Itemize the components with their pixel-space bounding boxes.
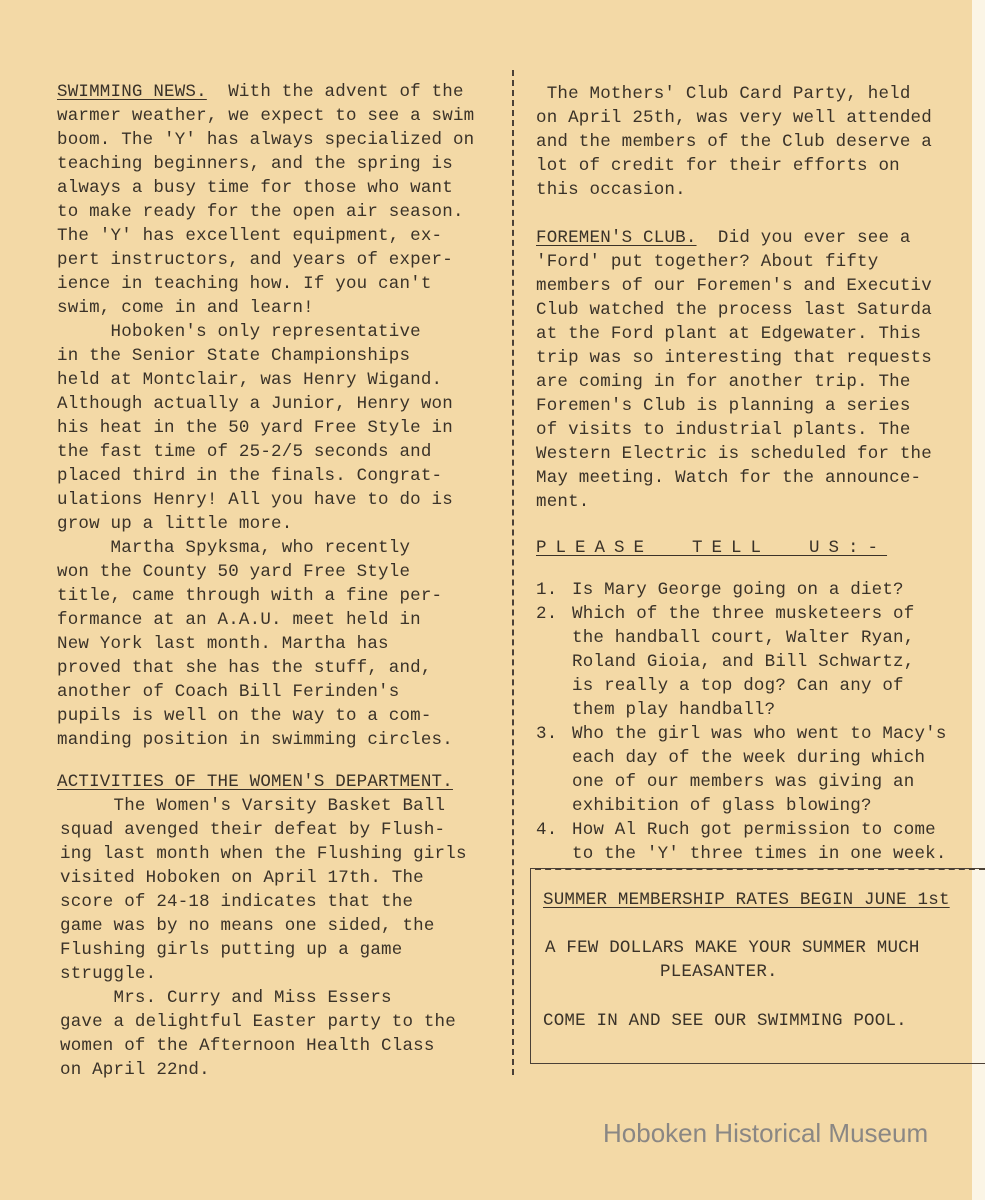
summer-box-line-2: PLEASANTER. xyxy=(660,962,778,982)
foremen-first-line xyxy=(536,226,911,250)
tell-us-item-line: Is Mary George going on a diet? xyxy=(572,580,904,600)
womens-line: women of the Afternoon Health Class xyxy=(60,1036,435,1056)
tell-us-item-line: to the 'Y' three times in one week. xyxy=(572,844,947,864)
tell-us-item-line: Which of the three musketeers of xyxy=(572,604,915,624)
mothers-line: on April 25th, was very well attended xyxy=(536,108,932,128)
swimming-line: ience in teaching how. If you can't xyxy=(57,274,432,294)
tell-us-item-line: them play handball? xyxy=(572,700,776,720)
tell-us-item-number: 4. xyxy=(536,820,558,840)
foremen-line: May meeting. Watch for the announce- xyxy=(536,468,922,488)
foremen-line: are coming in for another trip. The xyxy=(536,372,911,392)
swimming-first-line xyxy=(57,80,464,104)
swimming-line: his heat in the 50 yard Free Style in xyxy=(57,418,453,438)
tell-us-item-line: each day of the week during which xyxy=(572,748,926,768)
swimming-line: boom. The 'Y' has always specialized on xyxy=(57,130,475,150)
summer-box-line-3: COME IN AND SEE OUR SWIMMING POOL. xyxy=(543,1011,907,1031)
swimming-first-line-text: With the advent of the xyxy=(206,82,464,102)
womens-line: struggle. xyxy=(60,964,157,984)
swimming-line: held at Montclair, was Henry Wigand. xyxy=(57,370,443,390)
swimming-line: The 'Y' has excellent equipment, ex- xyxy=(57,226,443,246)
womens-line: The Women's Varsity Basket Ball xyxy=(60,796,446,816)
swimming-line: placed third in the finals. Congrat- xyxy=(57,466,443,486)
please-tell-us-heading: PLEASE TELL US:- xyxy=(536,538,888,558)
tell-us-item-line: one of our members was giving an xyxy=(572,772,915,792)
swimming-line: New York last month. Martha has xyxy=(57,634,389,654)
mothers-line: lot of credit for their efforts on xyxy=(536,156,900,176)
womens-line: score of 24-18 indicates that the xyxy=(60,892,414,912)
summer-box-dashed-top xyxy=(535,868,985,870)
swimming-line: the fast time of 25-2/5 seconds and xyxy=(57,442,432,462)
foremen-line: of visits to industrial plants. The xyxy=(536,420,911,440)
mothers-line: The Mothers' Club Card Party, held xyxy=(536,84,911,104)
swimming-line: title, came through with a fine per- xyxy=(57,586,443,606)
swimming-line: always a busy time for those who want xyxy=(57,178,453,198)
mothers-line: and the members of the Club deserve a xyxy=(536,132,932,152)
womens-line: Flushing girls putting up a game xyxy=(60,940,403,960)
foremen-line: at the Ford plant at Edgewater. This xyxy=(536,324,922,344)
swimming-line: ulations Henry! All you have to do is xyxy=(57,490,453,510)
foremen-line: Foremen's Club is planning a series xyxy=(536,396,911,416)
swimming-line: grow up a little more. xyxy=(57,514,293,534)
tell-us-item-line: Roland Gioia, and Bill Schwartz, xyxy=(572,652,915,672)
foremen-line: Club watched the process last Saturda xyxy=(536,300,932,320)
summer-box-line-1: A FEW DOLLARS MAKE YOUR SUMMER MUCH xyxy=(545,938,920,958)
swimming-line: in the Senior State Championships xyxy=(57,346,411,366)
tell-us-item-line: Who the girl was who went to Macy's xyxy=(572,724,947,744)
summer-box-heading: SUMMER MEMBERSHIP RATES BEGIN JUNE 1st xyxy=(543,890,950,910)
swimming-line: won the County 50 yard Free Style xyxy=(57,562,411,582)
womens-line: Mrs. Curry and Miss Essers xyxy=(60,988,392,1008)
foremen-line: 'Ford' put together? About fifty xyxy=(536,252,879,272)
tell-us-item-line: How Al Ruch got permission to come xyxy=(572,820,936,840)
foremen-line: ment. xyxy=(536,492,590,512)
foremen-first-line-text: Did you ever see a xyxy=(696,228,911,248)
womens-line: visited Hoboken on April 17th. The xyxy=(60,868,424,888)
womens-line: squad avenged their defeat by Flush- xyxy=(60,820,446,840)
mothers-line: this occasion. xyxy=(536,180,686,200)
womens-heading: ACTIVITIES OF THE WOMEN'S DEPARTMENT. xyxy=(57,772,453,792)
foremen-line: Western Electric is scheduled for the xyxy=(536,444,932,464)
foremen-heading: FOREMEN'S CLUB. xyxy=(536,228,697,248)
swimming-line: pupils is well on the way to a com- xyxy=(57,706,432,726)
swimming-line: proved that she has the stuff, and, xyxy=(57,658,432,678)
tell-us-item-line: is really a top dog? Can any of xyxy=(572,676,904,696)
foremen-line: trip was so interesting that requests xyxy=(536,348,932,368)
swimming-line: Hoboken's only representative xyxy=(57,322,421,342)
tell-us-item-line: the handball court, Walter Ryan, xyxy=(572,628,915,648)
tell-us-item-line: exhibition of glass blowing? xyxy=(572,796,872,816)
womens-line: on April 22nd. xyxy=(60,1060,210,1080)
womens-line: game was by no means one sided, the xyxy=(60,916,435,936)
museum-watermark: Hoboken Historical Museum xyxy=(603,1118,929,1148)
swimming-line: another of Coach Bill Ferinden's xyxy=(57,682,400,702)
tell-us-item-number: 1. xyxy=(536,580,558,600)
swimming-line: teaching beginners, and the spring is xyxy=(57,154,453,174)
swimming-line: pert instructors, and years of exper- xyxy=(57,250,453,270)
swimming-line: Martha Spyksma, who recently xyxy=(57,538,411,558)
tell-us-item-number: 2. xyxy=(536,604,558,624)
foremen-line: members of our Foremen's and Executiv xyxy=(536,276,932,296)
womens-line: gave a delightful Easter party to the xyxy=(60,1012,456,1032)
column-divider xyxy=(512,70,514,1075)
swimming-line: swim, come in and learn! xyxy=(57,298,314,318)
tell-us-item-number: 3. xyxy=(536,724,558,744)
swimming-heading: SWIMMING NEWS. xyxy=(57,82,207,102)
swimming-line: to make ready for the open air season. xyxy=(57,202,464,222)
womens-line: ing last month when the Flushing girls xyxy=(60,844,467,864)
swimming-line: manding position in swimming circles. xyxy=(57,730,453,750)
swimming-line: warmer weather, we expect to see a swim xyxy=(57,106,475,126)
swimming-line: formance at an A.A.U. meet held in xyxy=(57,610,421,630)
swimming-line: Although actually a Junior, Henry won xyxy=(57,394,453,414)
